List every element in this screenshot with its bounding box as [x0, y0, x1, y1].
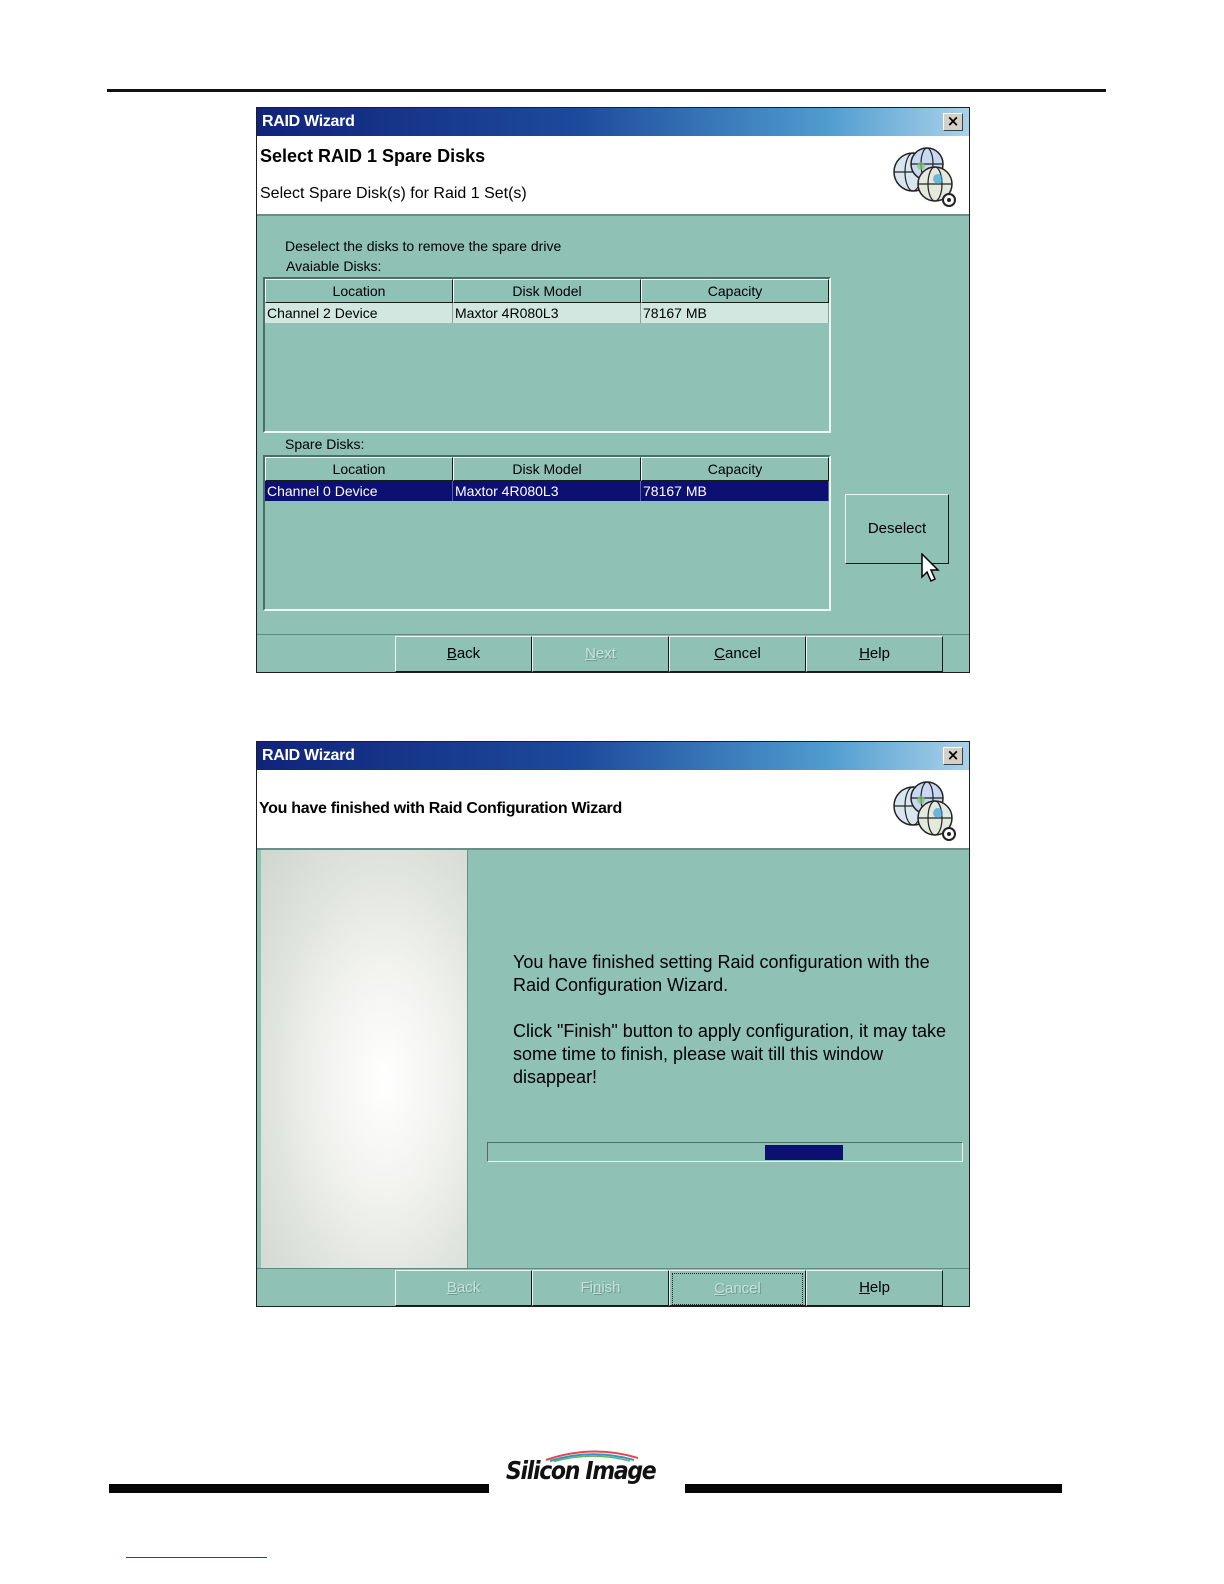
finish-label-post: ish — [601, 1279, 621, 1296]
progress-bar — [487, 1142, 963, 1162]
title-bar[interactable] — [257, 108, 969, 136]
column-header-disk-model[interactable]: Disk Model — [453, 457, 641, 481]
finish-label-mnemonic: n — [592, 1279, 602, 1296]
table-row-selected[interactable] — [265, 481, 829, 501]
spare-disks-label: Spare Disks: — [285, 436, 365, 452]
footer-rule-left — [109, 1484, 489, 1493]
footer-divider — [257, 1268, 969, 1269]
silicon-image-logo — [504, 1448, 654, 1488]
help-label-post: elp — [869, 645, 890, 662]
cell-disk-model: Maxtor 4R080L3 — [453, 481, 641, 501]
help-label-mnemonic: H — [859, 1279, 870, 1296]
cell-location: Channel 0 Device — [265, 481, 453, 501]
next-label-mnemonic: N — [585, 645, 596, 662]
back-label-post: ack — [456, 645, 481, 662]
close-button[interactable] — [943, 113, 963, 131]
disk-globe-icon — [891, 142, 961, 210]
back-button[interactable] — [395, 1270, 532, 1306]
cancel-button[interactable] — [669, 636, 806, 672]
raid-wizard-dialog-spare-disks — [256, 107, 970, 673]
wizard-header — [257, 770, 969, 850]
cancel-label-mnemonic: C — [714, 645, 725, 662]
cancel-button[interactable] — [669, 1270, 806, 1306]
close-button[interactable] — [943, 747, 963, 765]
footer-link-underline[interactable] — [126, 1557, 267, 1558]
window-title: RAID Wizard — [262, 747, 355, 764]
brand-wordmark: Silicon Image — [506, 1456, 656, 1485]
top-rule — [107, 89, 1106, 92]
cell-capacity: 78167 MB — [641, 303, 829, 323]
disk-globe-icon — [891, 776, 961, 844]
cancel-label-post: ancel — [724, 1280, 761, 1297]
page-title: You have finished with Raid Configuration Wizard — [259, 800, 622, 817]
progress-fill — [765, 1145, 843, 1160]
cancel-label-post: ancel — [724, 645, 761, 662]
title-bar[interactable] — [257, 742, 969, 770]
footer-divider — [257, 634, 969, 635]
spare-disks-table[interactable] — [263, 455, 831, 611]
footer-rule-right — [685, 1484, 1062, 1493]
close-icon: × — [946, 112, 960, 130]
mouse-pointer-icon — [921, 553, 941, 583]
finished-message: You have finished setting Raid configuration with the Raid Configuration Wizard. — [513, 952, 930, 995]
wizard-header — [257, 136, 969, 216]
page-title: Select RAID 1 Spare Disks — [260, 146, 486, 166]
table-row[interactable] — [265, 303, 829, 323]
cell-location: Channel 2 Device — [265, 303, 453, 323]
column-header-capacity[interactable]: Capacity — [641, 457, 829, 481]
wizard-side-image — [261, 850, 467, 1268]
deselect-button-label: Deselect — [867, 520, 927, 537]
back-button[interactable] — [395, 636, 532, 672]
back-label-post: ack — [456, 1279, 481, 1296]
close-icon: × — [946, 746, 960, 764]
page-subtitle: Select Spare Disk(s) for Raid 1 Set(s) — [260, 185, 527, 202]
help-button[interactable] — [806, 636, 943, 672]
column-header-capacity[interactable]: Capacity — [641, 279, 829, 303]
table-header — [265, 457, 829, 481]
cancel-label-mnemonic: C — [714, 1280, 725, 1297]
next-button[interactable] — [532, 636, 669, 672]
table-header — [265, 279, 829, 303]
finish-instructions: Click "Finish" button to apply configuration, it may take some time to finish, please wait till this window disappear! — [513, 1021, 946, 1087]
column-header-location[interactable]: Location — [265, 457, 453, 481]
help-label-mnemonic: H — [859, 645, 870, 662]
column-header-disk-model[interactable]: Disk Model — [453, 279, 641, 303]
available-disks-label: Avaiable Disks: — [286, 258, 382, 274]
finish-button[interactable] — [532, 1270, 669, 1306]
focus-rectangle — [672, 1273, 803, 1305]
available-disks-table[interactable] — [263, 277, 831, 433]
back-label-mnemonic: B — [446, 1279, 457, 1296]
help-label-post: elp — [869, 1279, 890, 1296]
cell-capacity: 78167 MB — [641, 481, 829, 501]
cell-disk-model: Maxtor 4R080L3 — [453, 303, 641, 323]
window-title: RAID Wizard — [262, 113, 355, 130]
column-header-location[interactable]: Location — [265, 279, 453, 303]
finish-label-pre: Fi — [580, 1279, 593, 1296]
next-label-post: ext — [595, 645, 616, 662]
instruction-text: Deselect the disks to remove the spare drive — [285, 238, 562, 254]
help-button[interactable] — [806, 1270, 943, 1306]
back-label-mnemonic: B — [446, 645, 457, 662]
raid-wizard-dialog-finished — [256, 741, 970, 1307]
